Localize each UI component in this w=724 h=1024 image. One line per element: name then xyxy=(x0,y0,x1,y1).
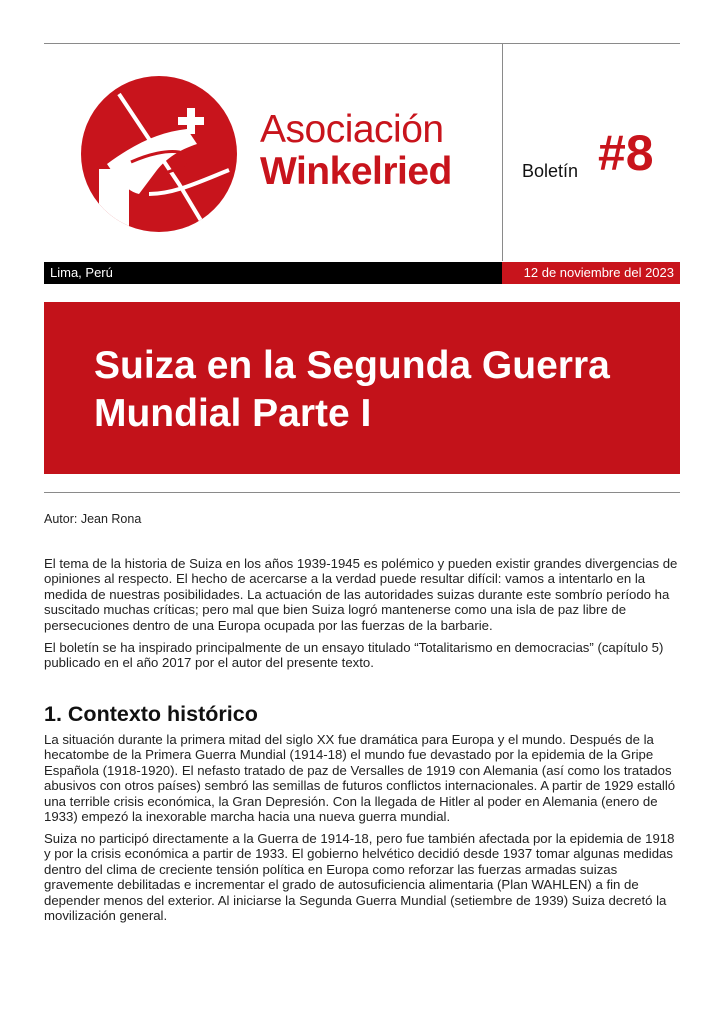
author-line: Autor: Jean Rona xyxy=(44,512,142,526)
winkelried-logo-icon xyxy=(79,74,239,234)
location-text: Lima, Perú xyxy=(44,262,502,284)
date-text: 12 de noviembre del 2023 xyxy=(502,262,680,284)
bulletin-number: #8 xyxy=(598,125,654,181)
info-bar xyxy=(44,262,680,284)
title-rule xyxy=(44,492,680,493)
top-rule xyxy=(44,43,680,44)
page-title: Suiza en la Segunda Guerra Mundial Parte I xyxy=(94,344,610,435)
header-divider xyxy=(502,43,503,261)
title-banner xyxy=(44,302,680,474)
intro-paragraph-1: El tema de la historia de Suiza en los años 1939-1945 es polémico y pueden existir grandes divergencias de opiniones al respecto. El hecho de acercarse a la verdad puede resultar difícil: vamos a intentarlo en la medida de nuestras posibilidades. La actuación de las autoridades suizas durante este sombrío período ha suscitado muchas críticas; pero mal que bien Suiza logró mantenerse como una isla de paz libre de persecuciones dentro de una Europa ocupada por las fuerzas de la barbarie. xyxy=(44,556,678,633)
org-name-line2: Winkelried xyxy=(260,150,452,193)
section-paragraph-2: Suiza no participó directamente a la Guerra de 1914-18, pero fue también afectada por la epidemia de 1918 y por la crisis económica a partir de 1933. El gobierno helvético decidió desde 1937 tomar algunas medidas dentro del clima de creciente tensión política en Europa como reforzar las fuerzas armadas suizas gravemente debilitadas e incrementar el grado de autosuficiencia alimentaria (Plan WAHLEN) a fin de depender menos del exterior. Al iniciarse la Segunda Guerra Mundial (setiembre de 1939) Suiza decretó la movilización general. xyxy=(44,831,675,924)
bulletin-label: Boletín xyxy=(522,161,579,181)
section-paragraph-1: La situación durante la primera mitad del siglo XX fue dramática para Europa y el mundo. Después de la hecatombe de la Primera Guerra Mundial (1914-18) el mundo fue devastado por la epidemia de la Gripe Española (1918-1920). El nefasto tratado de paz de Versalles de 1919 con Alemania (así como los tratados abusivos con otros países) sembró las semillas de futuros conflictos internacionales. A partir de 1929 estalló una terrible crisis económica, la Gran Depresión. Con la llegada de Hitler al poder en Alemania (enero de 1933) empezó la inexorable marcha hacia una nueva guerra mundial. xyxy=(44,732,676,825)
section-heading: 1. Contexto histórico xyxy=(44,702,258,726)
intro-paragraph-2: El boletín se ha inspirado principalmente de un ensayo titulado “Totalitarismo en democracias” (capítulo 5) publicado en el año 2017 por el autor del presente texto. xyxy=(44,640,664,671)
org-name-line1: Asociación xyxy=(260,108,444,151)
